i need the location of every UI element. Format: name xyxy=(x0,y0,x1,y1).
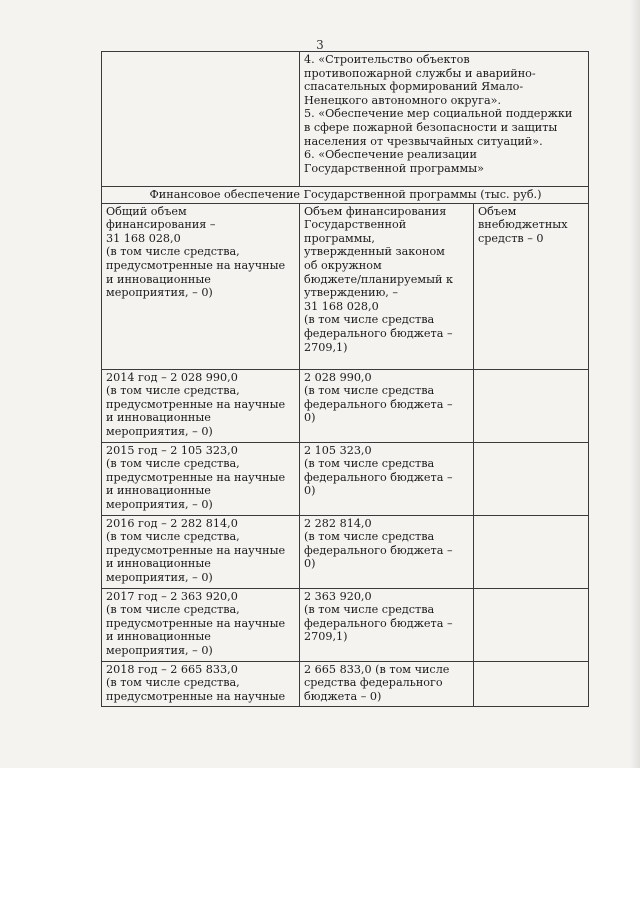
year-total-cell xyxy=(102,369,300,442)
year-budget-cell xyxy=(300,369,474,442)
cell-line: Объем xyxy=(478,204,517,218)
cell-line: 0) xyxy=(304,411,316,425)
cell-line: федерального бюджета – xyxy=(304,616,453,630)
year-extra-cell xyxy=(474,661,589,706)
cell-line: и инновационные xyxy=(106,557,211,571)
subprogram-line: 4. «Строительство объектов xyxy=(304,53,470,66)
subprogram-line: 6. «Обеспечение реализации xyxy=(304,148,477,162)
cell-line: (в том числе средства, xyxy=(106,676,240,690)
subprogram-line: Государственной программы» xyxy=(304,161,484,175)
year-extra-cell xyxy=(474,588,589,661)
cell-line: (в том числе средства xyxy=(304,530,435,544)
cell-line: бюджете/планируемый к xyxy=(304,272,453,286)
subprogram-line: Ненецкого автономного округа». xyxy=(304,93,502,107)
cell-line: (в том числе средства xyxy=(304,384,435,398)
financing-section-title: Финансовое обеспечение Государственной программы (тыс. руб.) xyxy=(102,187,589,204)
year-row xyxy=(102,369,589,442)
cell-line: и инновационные xyxy=(106,411,211,425)
cell-line: 0) xyxy=(304,557,316,571)
subprogram-line: населения от чрезвычайных ситуаций». xyxy=(304,134,543,148)
total-financing-cell xyxy=(102,203,300,369)
cell-line: мероприятия, – 0) xyxy=(106,497,213,511)
cell-line: утверждению, – xyxy=(304,286,399,300)
subprogram-line: 5. «Обеспечение мер социальной поддержки xyxy=(304,107,573,121)
year-total-cell xyxy=(102,588,300,661)
year-budget-cell xyxy=(300,588,474,661)
cell-line: 2 363 920,0 xyxy=(304,589,372,603)
cell-line: предусмотренные на научные xyxy=(106,689,286,703)
cell-line: 2 028 990,0 xyxy=(304,370,372,384)
subprogram-line: спасательных формирований Ямало- xyxy=(304,80,524,94)
cell-line: финансирования – xyxy=(106,218,216,232)
cell-line: мероприятия, – 0) xyxy=(106,424,213,438)
cell-line: мероприятия, – 0) xyxy=(106,570,213,584)
cell-line: федерального бюджета – xyxy=(304,397,453,411)
cell-line: предусмотренные на научные xyxy=(106,258,286,272)
cell-line: Объем финансирования xyxy=(304,204,447,218)
cell-line: федерального бюджета – xyxy=(304,543,453,557)
cell-line: предусмотренные на научные xyxy=(106,543,286,557)
year-extra-cell xyxy=(474,369,589,442)
cell-line: программы, xyxy=(304,231,375,245)
cell-line: 2709,1) xyxy=(304,340,348,354)
cell-line: 2014 год – 2 028 990,0 xyxy=(106,370,238,384)
cell-line: (в том числе средства xyxy=(304,313,435,327)
cell-line: 0) xyxy=(304,484,316,498)
subprogram-line: противопожарной службы и аварийно- xyxy=(304,66,536,80)
subprograms-list-cell xyxy=(300,52,589,187)
extra-budget-cell xyxy=(474,203,589,369)
cell-line: (в том числе средства xyxy=(304,603,435,617)
year-total-cell xyxy=(102,515,300,588)
cell-line: средства федерального xyxy=(304,676,443,690)
cell-line: и инновационные xyxy=(106,272,211,286)
cell-line: 2017 год – 2 363 920,0 xyxy=(106,589,238,603)
cell-line: 2 665 833,0 (в том числе xyxy=(304,662,450,676)
year-extra-cell xyxy=(474,442,589,515)
year-extra-cell xyxy=(474,515,589,588)
subprogram-line: в сфере пожарной безопасности и защиты xyxy=(304,120,558,134)
budget-financing-cell xyxy=(300,203,474,369)
cell-line: 2 105 323,0 xyxy=(304,443,372,457)
cell-line: (в том числе средства, xyxy=(106,245,240,259)
year-row xyxy=(102,442,589,515)
cell-line: предусмотренные на научные xyxy=(106,616,286,630)
cell-line: бюджета – 0) xyxy=(304,689,382,703)
cell-line: 2018 год – 2 665 833,0 xyxy=(106,662,238,676)
cell-line: федерального бюджета – xyxy=(304,470,453,484)
cell-line: и инновационные xyxy=(106,484,211,498)
scan-edge-shadow xyxy=(630,0,640,768)
subprograms-row xyxy=(102,52,589,187)
cell-line: предусмотренные на научные xyxy=(106,397,286,411)
year-budget-cell xyxy=(300,442,474,515)
cell-line: 2 282 814,0 xyxy=(304,516,372,530)
cell-line: внебюджетных xyxy=(478,218,568,232)
cell-line: Общий объем xyxy=(106,204,187,218)
cell-line: (в том числе средства, xyxy=(106,530,240,544)
cell-line: предусмотренные на научные xyxy=(106,470,286,484)
cell-line: 31 168 028,0 xyxy=(304,299,379,313)
cell-line: утвержденный законом xyxy=(304,245,445,259)
financing-header-row xyxy=(102,203,589,369)
cell-line: Государственной xyxy=(304,218,407,232)
cell-line: средств – 0 xyxy=(478,231,544,245)
subprograms-label-cell xyxy=(102,52,300,187)
program-passport-table xyxy=(101,51,589,707)
cell-line: (в том числе средства, xyxy=(106,384,240,398)
cell-line: мероприятия, – 0) xyxy=(106,286,213,300)
cell-line: 2015 год – 2 105 323,0 xyxy=(106,443,238,457)
page-number: 3 xyxy=(316,38,324,52)
cell-line: федерального бюджета – xyxy=(304,326,453,340)
year-total-cell xyxy=(102,442,300,515)
year-total-cell xyxy=(102,661,300,706)
cell-line: мероприятия, – 0) xyxy=(106,643,213,657)
cell-line: (в том числе средства, xyxy=(106,457,240,471)
year-budget-cell xyxy=(300,661,474,706)
cell-line: 2709,1) xyxy=(304,630,348,644)
year-row xyxy=(102,588,589,661)
cell-line: и инновационные xyxy=(106,630,211,644)
cell-line: (в том числе средства, xyxy=(106,603,240,617)
cell-line: 31 168 028,0 xyxy=(106,231,181,245)
cell-line: (в том числе средства xyxy=(304,457,435,471)
cell-line: об окружном xyxy=(304,258,382,272)
year-row xyxy=(102,515,589,588)
cell-line: 2016 год – 2 282 814,0 xyxy=(106,516,238,530)
year-budget-cell xyxy=(300,515,474,588)
year-row xyxy=(102,661,589,706)
financing-section-row xyxy=(102,187,589,204)
